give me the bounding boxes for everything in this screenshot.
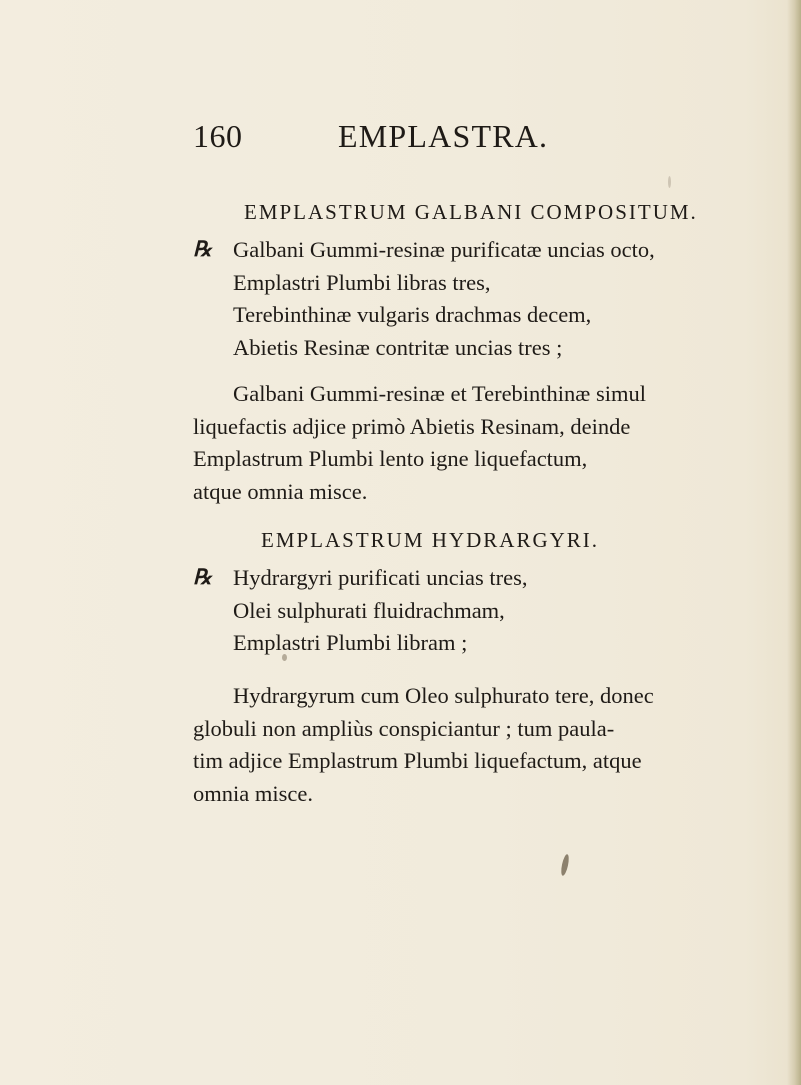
ink-speck (282, 654, 287, 661)
ingredient-line: Abietis Resinæ contritæ uncias tres ; (233, 334, 563, 360)
page-number: 160 (193, 118, 243, 154)
ingredient-line: Hydrargyri purificati uncias tres, (233, 565, 528, 590)
recipe-symbol-icon: ℞ (193, 237, 212, 261)
running-title: EMPLASTRA. (338, 118, 549, 154)
ingredient-list-galbani (233, 234, 655, 364)
method-line: liquefactis adjice primò Abietis Resinam, deinde (193, 413, 631, 439)
ink-speck (560, 854, 570, 877)
method-line: Hydrargyrum cum Oleo sulphurato tere, donec (233, 683, 654, 708)
method-paragraph-galbani (193, 378, 646, 508)
page-header (193, 118, 549, 158)
ingredient-line: Galbani Gummi-resinæ purificatæ uncias octo, (233, 237, 655, 262)
method-line: Galbani Gummi-resinæ et Terebinthinæ simul (233, 381, 646, 406)
page-edge-shadow (787, 0, 801, 1085)
method-line: atque omnia misce. (193, 478, 368, 504)
method-paragraph-hydrargyri (193, 680, 654, 810)
ingredient-line: Emplastri Plumbi libras tres, (233, 269, 491, 295)
ingredient-line: Terebinthinæ vulgaris drachmas decem, (233, 302, 592, 327)
section-title-galbani: EMPLASTRUM GALBANI COMPOSITUM. (244, 200, 698, 224)
method-line: globuli non ampliùs conspiciantur ; tum paula- (193, 715, 615, 741)
ingredient-line: Emplastri Plumbi libram ; (233, 630, 468, 655)
ingredient-line: Olei sulphurati fluidrachmam, (233, 597, 505, 623)
method-line: tim adjice Emplastrum Plumbi liquefactum, atque (193, 748, 642, 773)
ingredient-list-hydrargyri (233, 562, 528, 660)
section-title-hydrargyri: EMPLASTRUM HYDRARGYRI. (261, 528, 600, 552)
recipe-symbol-icon: ℞ (193, 565, 212, 589)
method-line: Emplastrum Plumbi lento igne liquefactum, (193, 446, 588, 471)
ink-speck (668, 176, 671, 188)
method-line: omnia misce. (193, 780, 313, 806)
